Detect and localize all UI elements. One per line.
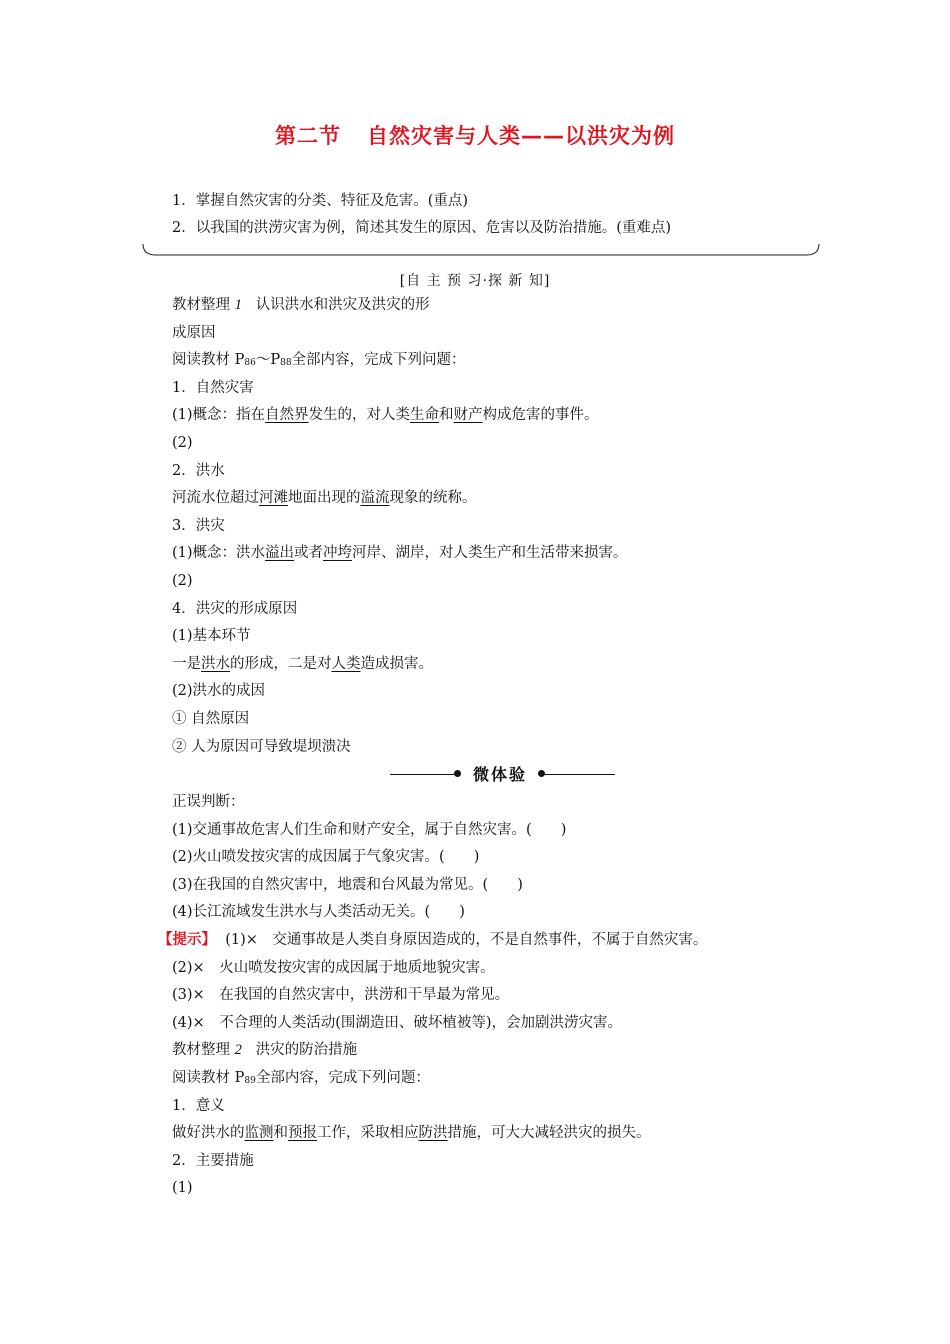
sub-item: ② 人为原因可导致堤坝溃决: [172, 738, 351, 755]
learning-goals: [172, 188, 812, 242]
blank-answer: 人类: [331, 655, 361, 672]
hint-answer: (4)× 不合理的人类活动(围湖造田、破坏植被等)，会加剧洪涝灾害。: [172, 1014, 623, 1031]
reading-instruction-2: 阅读教材 P89全部内容，完成下列问题：: [172, 1070, 430, 1087]
sub-item: ① 自然原因: [172, 710, 250, 727]
divider: [390, 774, 454, 775]
blank-answer: 防洪: [418, 1125, 448, 1142]
section-heading-2: 教材整理 2 洪灾的防治措施: [172, 1042, 358, 1059]
judgement-question: (2)火山喷发按灾害的成因属于气象灾害。( ): [172, 849, 480, 866]
goal-item: 1．掌握自然灾害的分类、特征及危害。(重点): [172, 193, 469, 209]
sub-item: (1): [172, 1180, 193, 1197]
judgement-question: (1)交通事故危害人们生命和财产安全，属于自然灾害。( ): [172, 821, 567, 838]
definition-line: 河流水位超过河滩地面出现的溢流现象的统称。: [172, 490, 477, 507]
sub-item: (2)洪水的成因: [172, 683, 266, 700]
reading-instruction-1: 阅读教材 P86～P88全部内容，完成下列问题：: [172, 352, 466, 369]
judgement-question: (4)长江流域发生洪水与人类活动无关。( ): [172, 904, 465, 921]
bullet-dot-icon: [454, 770, 461, 777]
item-heading: 1．意义: [172, 1097, 225, 1114]
mini-experience-label: 微体验: [472, 765, 527, 785]
blank-answer: 生命: [410, 407, 440, 424]
mini-experience-header: [172, 761, 832, 789]
page-title: [0, 120, 950, 150]
blank-answer: 监测: [244, 1125, 274, 1142]
goal-bracket: [142, 244, 820, 258]
section-heading-1-cont: 成原因: [172, 324, 216, 341]
item-heading: 3．洪灾: [172, 517, 225, 534]
section-name: 自然灾害与人类——以洪灾为例: [367, 124, 675, 148]
definition-line: 一是洪水的形成，二是对人类造成损害。: [172, 655, 433, 672]
item-heading: 2．主要措施: [172, 1152, 254, 1169]
item-heading: 2．洪水: [172, 462, 225, 479]
divider: [545, 774, 615, 775]
section-number: 第二节: [275, 124, 341, 148]
sub-item: (1)基本环节: [172, 628, 251, 645]
blank-answer: 预报: [288, 1125, 317, 1142]
definition-line: (1)概念：指在自然界发生的，对人类生命和财产构成危害的事件。: [172, 407, 599, 424]
blank-answer: 河滩: [259, 490, 288, 507]
blank-answer: 自然界: [265, 407, 309, 424]
item-heading: 1．自然灾害: [172, 379, 254, 396]
sub-item: (2): [172, 572, 193, 589]
blank-answer: 溢出: [265, 545, 295, 562]
judgement-question: (3)在我国的自然灾害中，地震和台风最为常见。( ): [172, 876, 523, 893]
item-heading: 4．洪灾的形成原因: [172, 600, 298, 617]
section-heading-1: 教材整理 1 认识洪水和洪灾及洪灾的形: [172, 297, 430, 313]
hint-answer: (2)× 火山喷发按灾害的成因属于地质地貌灾害。: [172, 959, 495, 976]
judgement-prompt: 正误判断：: [172, 794, 245, 811]
blank-answer: 溢流: [360, 490, 390, 507]
goal-item: 2．以我国的洪涝灾害为例，简述其发生的原因、危害以及防治措施。(重难点): [172, 220, 672, 236]
definition-line: 做好洪水的监测和预报工作，采取相应防洪措施，可大大减轻洪灾的损失。: [172, 1125, 651, 1142]
hint-answer: 【提示】 (1)× 交通事故是人类自身原因造成的，不是自然事件，不属于自然灾害。: [158, 932, 708, 949]
sub-item: (2): [172, 434, 193, 451]
preview-banner: [自 主 预 习·探 新 知]: [399, 273, 551, 289]
main-content: [158, 292, 832, 1203]
hint-answer: (3)× 在我国的自然灾害中，洪涝和干旱最为常见。: [172, 987, 510, 1004]
hint-label: 【提示】: [158, 932, 216, 949]
blank-answer: 冲垮: [323, 545, 353, 562]
definition-line: (1)概念：洪水溢出或者冲垮河岸、湖岸，对人类生产和生活带来损害。: [172, 545, 628, 562]
bullet-dot-icon: [538, 770, 545, 777]
blank-answer: 财产: [453, 407, 483, 424]
blank-answer: 洪水: [201, 655, 230, 672]
